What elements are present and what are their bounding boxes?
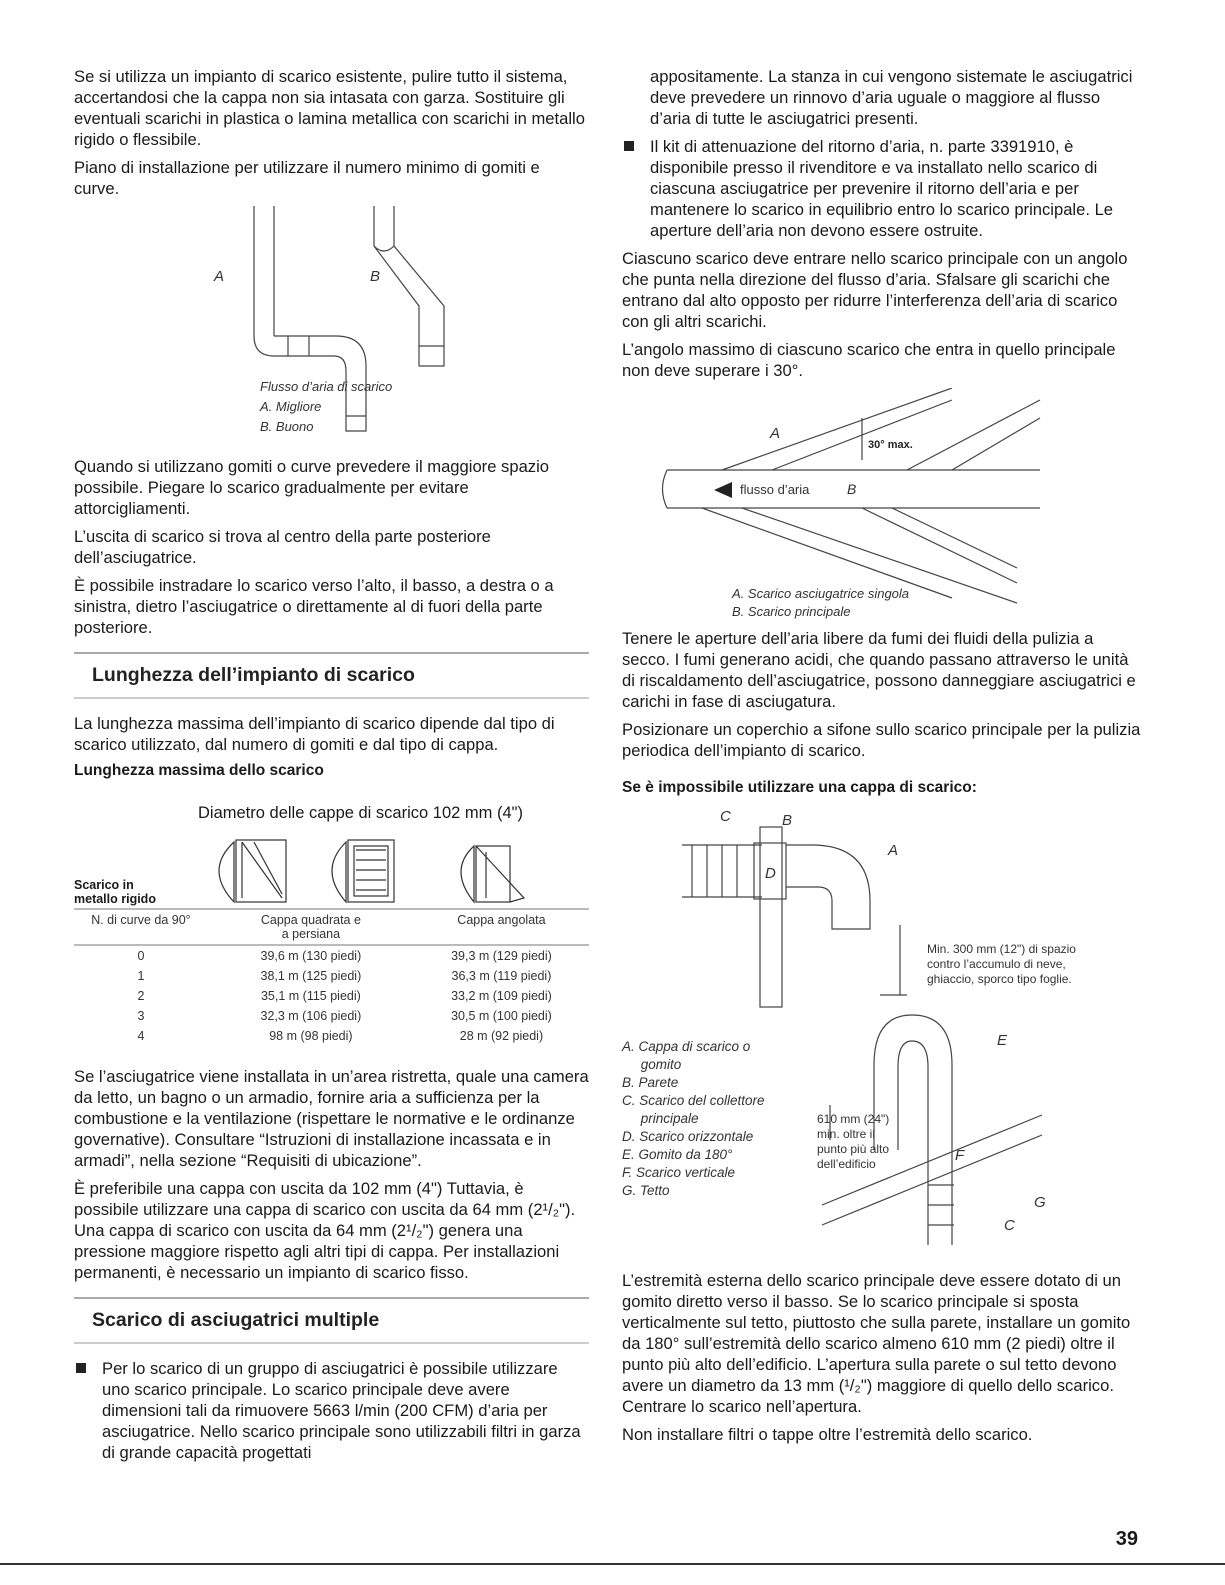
fig3-roof-line1: 610 mm (24")	[817, 1112, 890, 1126]
fig3-label-e: E	[997, 1032, 1008, 1049]
paragraph-dry-cleaning: Tenere le aperture dell’aria libere da fumi dei fluidi della pulizia a secco. I fumi generano acidi, che quando passano attraverso le unità di riscaldamento dell’asciugatrice, possono danneggiare asciugatrici e carichi in fase di asciugatura.	[622, 629, 1136, 711]
left-column	[74, 66, 589, 1470]
fig2-max-angle: 30° max.	[868, 439, 913, 451]
fig3-label-b: B	[782, 812, 793, 829]
legend-item: gomito	[622, 1057, 682, 1072]
table-cell: 36,3 m (119 piedi)	[451, 969, 552, 983]
legend-item: E. Gomito da 180°	[622, 1147, 733, 1162]
paragraph-no-filters: Non installare filtri o tappe oltre l’estremità dello scarico.	[622, 1425, 1033, 1444]
fig1-caption-a: A. Migliore	[260, 399, 322, 414]
table-header-square-line1: Cappa quadrata e	[260, 913, 361, 927]
table-header-square-line2: a persiana	[281, 927, 341, 941]
fig3-roof-line4: dell’edificio	[817, 1157, 876, 1171]
section-header-multi	[74, 1297, 589, 1344]
page-number: 39	[1115, 1528, 1138, 1550]
fig3-min-line2: contro l’accumulo di neve,	[927, 957, 1066, 971]
subheading-no-hood: Se è impossibile utilizzare una cappa di scarico:	[622, 779, 977, 796]
fig3-min-line3: ghiaccio, sporco tipo foglie.	[927, 972, 1072, 986]
table-cell: 98 m (98 piedi)	[269, 1029, 353, 1043]
table-cell: 3	[137, 1009, 145, 1023]
legend-item: principale	[622, 1111, 699, 1126]
paragraph-cleanout: Posizionare un coperchio a sifone sullo scarico principale per la pulizia periodica dell’impianto di scarico.	[622, 720, 1141, 760]
legend-item: G. Tetto	[622, 1183, 670, 1198]
table-row	[74, 986, 589, 1006]
section-title-multi: Scarico di asciugatrici multiple	[92, 1309, 380, 1331]
table-cell: 1	[137, 969, 145, 983]
hood-figure	[74, 788, 589, 908]
table-header-square	[208, 909, 414, 945]
paragraph-elbows: Quando si utilizzano gomiti o curve prevedere il maggiore spazio possibile. Piegare lo scarico gradualmente per evitare attorcigliamenti.	[74, 457, 550, 518]
fig3-legend	[622, 1038, 765, 1200]
table-cell: 4	[137, 1029, 145, 1043]
paragraph-hood-size: È preferibile una cappa con uscita da 102 mm (4") Tuttavia, è possibile utilizzare una cappa di scarico con uscita da 64 mm (2¹/₂"). Una cappa di scarico con uscita da 64 mm (2¹/₂") genera una pressione maggiore rispetto agli altri tipi di cappa. Per installazioni permanenti, è necessario un impianto di scarico fisso.	[74, 1179, 576, 1282]
bullet-continuation: appositamente. La stanza in cui vengono sistemate le asciugatrici deve prevedere un rinnovo d’aria uguale o maggiore al flusso d’aria di tutte le asciugatrici presenti.	[650, 67, 1133, 128]
legend-item: F. Scarico verticale	[622, 1165, 736, 1180]
hood-icons	[204, 832, 564, 908]
fig1-label-a: A	[214, 268, 225, 285]
fig2-flow-label: flusso d’aria	[740, 482, 810, 497]
table-cell: 28 m (92 piedi)	[459, 1029, 544, 1043]
paragraph-max-angle: L’angolo massimo di ciascuno scarico che entra in quello principale non deve superare i 30°.	[622, 340, 1116, 380]
length-table	[74, 908, 589, 1046]
fig3-label-c: C	[720, 808, 731, 825]
paragraph-existing-system: Se si utilizza un impianto di scarico esistente, pulire tutto il sistema, accertandosi che la cappa non sia intasata con garza. Sostituire gli eventuali scarichi in plastica o lamina metallica con scarichi in metallo rigido o flessibile.	[74, 67, 585, 149]
table-header-curves: N. di curve da 90°	[74, 909, 208, 945]
section-header-length	[74, 652, 589, 699]
bullet-main-exhaust: Per lo scarico di un gruppo di asciugatrici è possibile utilizzare uno scarico principale. Lo scarico principale deve avere dimensioni tali da rimuovere 5663 l/min (200 CFM) d’aria per asciugatrice. Nello scarico principale sono utilizzabili filtri in garza di grande capacità progettati	[74, 1358, 589, 1463]
legend-item: D. Scarico orizzontale	[622, 1129, 754, 1144]
table-cell: 33,2 m (109 piedi)	[451, 989, 552, 1003]
table-header-row	[74, 909, 589, 945]
table-row	[74, 966, 589, 986]
fig3-label-a: A	[888, 842, 899, 859]
legend-item: C. Scarico del collettore	[622, 1093, 765, 1108]
table-cell: 39,6 m (130 piedi)	[260, 949, 362, 963]
fig2-caption-a: A. Scarico asciugatrice singola	[732, 586, 910, 601]
bullet-backdraft-kit: Il kit di attenuazione del ritorno d’aria, n. parte 3391910, è disponibile presso il rivenditore e va installato nello scarico di ciascuna asciugatrice per prevenire il ritorno dell’aria e per mantenere lo scarico in equilibrio entro lo scarico principale. Le aperture dell’aria non devono essere ostruite.	[622, 136, 1142, 241]
table-cell: 2	[137, 989, 145, 1003]
fig3-label-d: D	[765, 865, 776, 882]
hood-diameter-label: Diametro delle cappe di scarico 102 mm (4")	[198, 804, 523, 822]
bottom-rule	[0, 1563, 1225, 1565]
table-row	[74, 1026, 589, 1046]
fig3-label-c2: C	[1004, 1217, 1015, 1234]
fig2-caption-b: B. Scarico principale	[732, 604, 851, 619]
paragraph-angle-entry: Ciascuno scarico deve entrare nello scarico principale con un angolo che punta nella direzione del flusso d’aria. Sfalsare gli scarichi che entrano dal alto opposto per ridurre l’interferenza dell’aria di scarico con gli altri scarichi.	[622, 249, 1128, 331]
paragraph-outer-end: L’estremità esterna dello scarico principale deve essere dotato di un gomito diretto verso il basso. Se lo scarico principale si sposta verticalmente sul tetto, piuttosto che sulla parete, installare un gomito da 180° sull’estremità dello scarico almeno 610 mm (2 piedi) oltre il punto più alto dell’edificio. L’apertura sulla parete o sul tetto devono avere un diametro da 13 mm (¹/₂") maggiore di quello dello scarico. Centrare lo scarico nell’apertura.	[622, 1271, 1131, 1416]
paragraph-install-plan: Piano di installazione per utilizzare il numero minimo di gomiti e curve.	[74, 158, 540, 198]
paragraph-max-length: La lunghezza massima dell’impianto di scarico dipende dal tipo di scarico utilizzato, dal numero di gomiti e dal tipo di cappa.	[74, 714, 555, 754]
subheading-max-length: Lunghezza massima dello scarico	[74, 762, 324, 779]
table-header-angled: Cappa angolata	[414, 909, 589, 945]
fig3-roof-line2: min. oltre il	[817, 1127, 876, 1141]
flow-arrow-icon	[714, 482, 732, 498]
branch-angle-figure	[622, 388, 1142, 628]
table-cell: 30,5 m (100 piedi)	[451, 1009, 552, 1023]
no-hood-figure	[622, 805, 1142, 1270]
fig3-label-g: G	[1034, 1194, 1046, 1211]
fig1-caption-title: Flusso d’aria di scarico	[260, 379, 393, 394]
paragraph-routing: È possibile instradare lo scarico verso l’alto, il basso, a destra o a sinistra, dietro l’asciugatrice o direttamente al di fuori della parte posteriore.	[74, 576, 554, 637]
fig1-label-b: B	[370, 268, 381, 285]
section-title-length: Lunghezza dell’impianto di scarico	[92, 664, 415, 686]
rigid-metal-label-line2: metallo rigido	[74, 892, 156, 906]
table-cell: 0	[137, 949, 145, 963]
table-cell: 35,1 m (115 piedi)	[260, 989, 361, 1003]
table-row	[74, 1006, 589, 1026]
fig3-roof-line3: punto più alto	[817, 1142, 890, 1156]
paragraph-outlet: L’uscita di scarico si trova al centro della parte posteriore dell’asciugatrice.	[74, 527, 491, 567]
right-column	[622, 66, 1142, 1452]
fig1-caption-b: B. Buono	[260, 419, 314, 434]
fig3-min-line1: Min. 300 mm (12") di spazio	[927, 942, 1076, 956]
paragraph-restricted-area: Se l’asciugatrice viene installata in un’area ristretta, quale una camera da letto, un bagno o un armadio, fornire aria a sufficienza per la combustione e la ventilazione (rispettare le normative e le ordinanze governative). Consultare “Istruzioni di installazione incassata e in armadi”, nella sezione “Requisiti di ubicazione”.	[74, 1067, 589, 1170]
table-cell: 39,3 m (129 piedi)	[451, 949, 552, 963]
fig2-label-a: A	[770, 425, 781, 442]
rigid-metal-label	[74, 878, 156, 906]
legend-item: A. Cappa di scarico o	[622, 1039, 751, 1054]
elbow-routing-figure	[74, 206, 589, 456]
table-cell: 38,1 m (125 piedi)	[260, 969, 362, 983]
legend-item: B. Parete	[622, 1075, 679, 1090]
fig2-label-b: B	[847, 481, 857, 497]
fig3-label-f: F	[955, 1147, 965, 1164]
table-cell: 32,3 m (106 piedi)	[260, 1009, 362, 1023]
table-row	[74, 945, 589, 966]
rigid-metal-label-line1: Scarico in	[74, 878, 134, 892]
